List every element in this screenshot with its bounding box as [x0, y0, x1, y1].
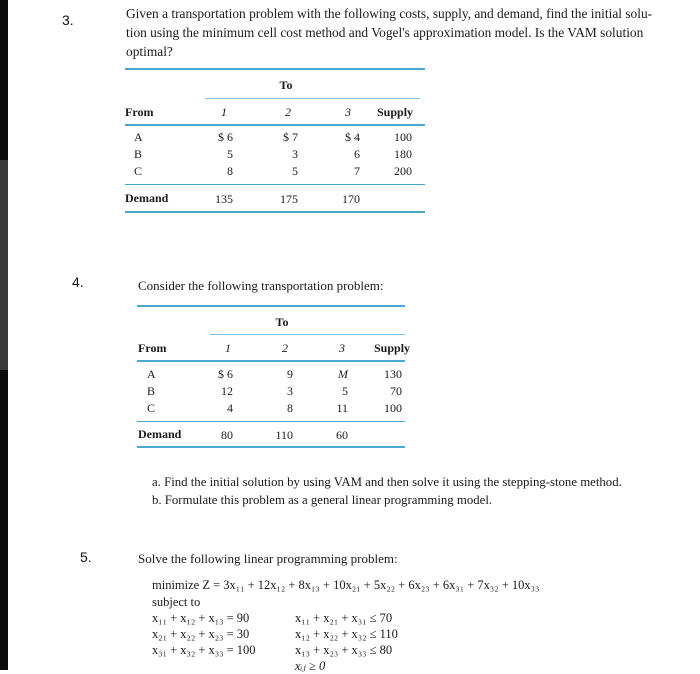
question-3-text-line-3: optimal?: [126, 44, 173, 59]
supply-b: 180: [394, 147, 412, 161]
supply-c: 200: [394, 164, 412, 178]
left-edge-scroll-indicator: [0, 160, 8, 370]
from-header: From: [125, 105, 154, 119]
supply-a: 100: [394, 130, 412, 144]
question-4-part-b: b. Formulate this problem as a general linear programming model.: [152, 493, 493, 507]
demand-3: 170: [342, 192, 360, 206]
demand-constraint-3: x₁₃ + x₂₃ + x₃₃ ≤ 80: [295, 643, 393, 657]
question-5-number: 5.: [80, 549, 92, 565]
header-rule: [125, 124, 425, 126]
row-label-b: B: [134, 147, 143, 161]
nonnegativity-constraint: xᵢⱼ ≥ 0: [295, 659, 326, 673]
supply-constraint-3: x₃₁ + x₃₂ + x₃₃ = 100: [152, 643, 256, 657]
row-label-a: A: [147, 367, 156, 381]
cell-b-2: 3: [287, 384, 293, 398]
question-5-text: Solve the following linear programming problem:: [138, 551, 398, 566]
cell-a-3: $ 4: [345, 130, 360, 144]
cell-b-3: 5: [342, 384, 348, 398]
demand-1: 135: [215, 192, 233, 206]
table-bottom-rule: [125, 211, 425, 213]
body-rule: [125, 184, 425, 185]
row-label-c: C: [134, 164, 143, 178]
demand-constraint-1: x₁₁ + x₂₁ + x₃₁ ≤ 70: [295, 611, 393, 625]
cell-b-1: 5: [227, 147, 233, 161]
supply-b: 70: [390, 384, 402, 398]
to-span-rule: [210, 334, 405, 335]
cell-c-2: 8: [287, 401, 293, 415]
to-header: To: [279, 78, 293, 92]
column-header-3: 3: [345, 105, 351, 119]
cell-c-1: 4: [227, 401, 233, 415]
demand-label: Demand: [138, 427, 182, 441]
supply-constraint-2: x₂₁ + x₂₂ + x₂₃ = 30: [152, 627, 250, 641]
supply-c: 100: [384, 401, 402, 415]
row-label-a: A: [134, 130, 143, 144]
supply-header: Supply: [374, 341, 411, 355]
column-header-2: 2: [285, 105, 291, 119]
header-rule: [137, 360, 405, 362]
question-4-number: 4.: [72, 274, 84, 290]
cell-c-2: 5: [292, 164, 298, 178]
cell-c-3: 11: [336, 401, 348, 415]
row-label-b: B: [147, 384, 156, 398]
to-span-rule: [205, 98, 420, 99]
column-header-1: 1: [225, 341, 231, 355]
question-4-part-a: a. Find the initial solution by using VAM and then solve it using the stepping-stone method.: [152, 475, 622, 489]
objective-function: minimize Z = 3x₁₁ + 12x₁₂ + 8x₁₃ + 10x₂₁ + 5x₂₂ + 6x₂₃ + 6x₃₁ + 7x₃₂ + 10x₃₃: [152, 578, 540, 592]
question-3-text-line-1: Given a transportation problem with the following costs, supply, and demand, find the initial solu-: [126, 6, 653, 21]
subject-to-label: subject to: [152, 595, 201, 609]
cell-b-3: 6: [354, 147, 360, 161]
column-header-3: 3: [339, 341, 345, 355]
body-rule: [137, 421, 405, 422]
demand-3: 60: [336, 428, 348, 442]
cell-a-2: $ 7: [283, 130, 298, 144]
cell-c-1: 8: [227, 164, 233, 178]
supply-header: Supply: [377, 105, 414, 119]
to-header: To: [275, 315, 289, 329]
question-3-text-line-2: tion using the minimum cell cost method and Vogel's approximation model. Is the VAM solution: [126, 25, 644, 40]
cell-a-1: $ 6: [218, 130, 233, 144]
table-top-rule: [137, 305, 405, 307]
question-4-text: Consider the following transportation problem:: [138, 278, 384, 293]
supply-a: 130: [384, 367, 402, 381]
cell-a-3: M: [338, 367, 348, 381]
cell-a-2: 9: [287, 367, 293, 381]
demand-2: 175: [280, 192, 298, 206]
column-header-2: 2: [282, 341, 288, 355]
from-header: From: [138, 341, 167, 355]
row-label-c: C: [147, 401, 156, 415]
demand-label: Demand: [125, 191, 169, 205]
column-header-1: 1: [221, 105, 227, 119]
cell-a-1: $ 6: [218, 367, 233, 381]
cell-b-1: 12: [221, 384, 233, 398]
cell-b-2: 3: [292, 147, 298, 161]
demand-constraint-2: x₁₂ + x₂₂ + x₃₂ ≤ 110: [295, 627, 398, 641]
cell-c-3: 7: [354, 164, 360, 178]
demand-2: 110: [275, 428, 293, 442]
table-bottom-rule: [137, 446, 405, 448]
supply-constraint-1: x₁₁ + x₁₂ + x₁₃ = 90: [152, 611, 250, 625]
question-3-number: 3.: [62, 12, 74, 28]
table-top-rule: [125, 68, 425, 70]
demand-1: 80: [221, 428, 233, 442]
